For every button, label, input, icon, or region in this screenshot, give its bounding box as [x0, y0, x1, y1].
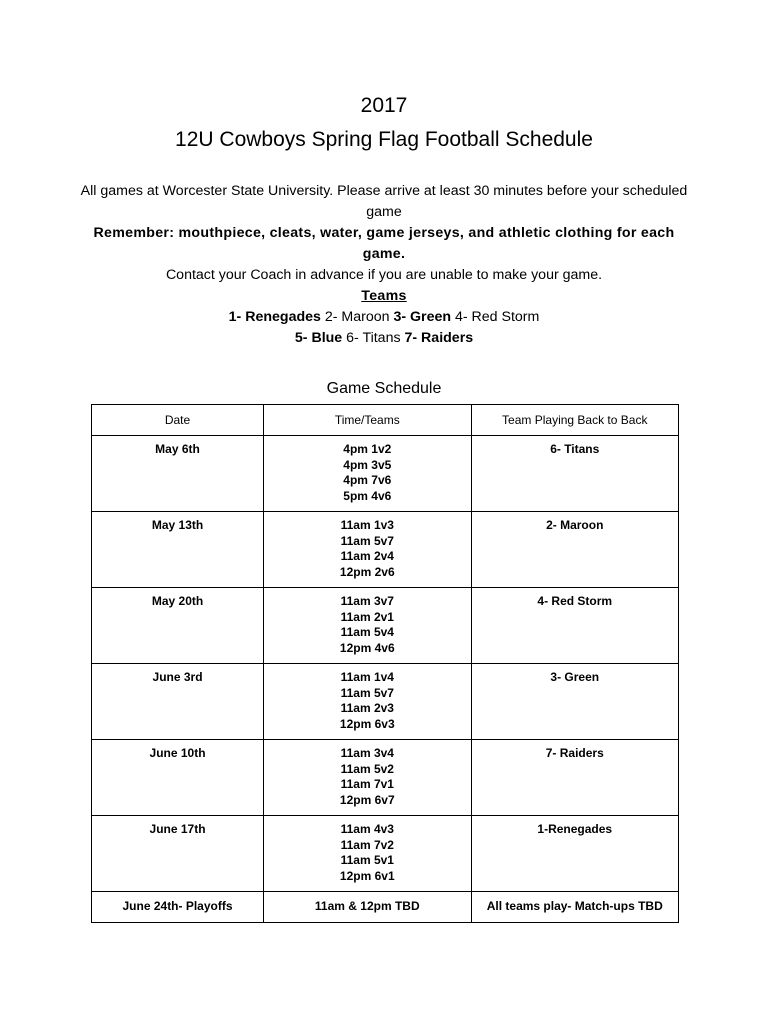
game-slot: 11am 7v2	[340, 837, 394, 852]
header-date: Date	[92, 405, 264, 436]
row-back-to-back: 7- Raiders	[471, 740, 678, 816]
row-back-to-back: All teams play- Match-ups TBD	[471, 892, 678, 923]
row-games	[264, 588, 471, 664]
game-slot: 11am 2v4	[340, 549, 394, 563]
remember-note: Remember: mouthpiece, cleats, water, game jerseys, and athletic clothing for each game.	[93, 225, 675, 262]
team-7: 7- Raiders	[404, 330, 474, 346]
schedule-title: Game Schedule	[326, 380, 442, 397]
team-1: 1- Renegades	[228, 309, 321, 325]
row-date: June 3rd	[92, 664, 264, 740]
row-back-to-back: 3- Green	[471, 664, 678, 740]
game-slot: 12pm 6v7	[339, 792, 395, 807]
game-slot: 11am 7v1	[340, 777, 394, 791]
row-date: June 17th	[92, 816, 264, 892]
game-slot: 11am 5v1	[340, 853, 394, 867]
row-games	[264, 664, 471, 740]
row-back-to-back: 2- Maroon	[471, 512, 678, 588]
game-slot: 11am 1v4	[340, 670, 394, 684]
game-slot: 11am 5v7	[340, 685, 394, 700]
row-games	[264, 816, 471, 892]
table-row	[92, 436, 679, 512]
row-games	[264, 512, 471, 588]
team-6: 6- Titans	[342, 330, 405, 346]
team-3: 3- Green	[393, 309, 452, 325]
document-title: 12U Cowboys Spring Flag Football Schedule	[175, 128, 593, 151]
game-slot: 12pm 2v6	[339, 564, 395, 579]
table-row	[92, 664, 679, 740]
table-row	[92, 588, 679, 664]
row-back-to-back: 6- Titans	[471, 436, 678, 512]
row-games	[264, 436, 471, 512]
game-slot: 11am 2v3	[340, 701, 394, 715]
row-date: May 13th	[92, 512, 264, 588]
game-slot: 11am 1v3	[340, 518, 394, 532]
game-slot: 12pm 6v3	[339, 716, 395, 731]
row-games	[264, 740, 471, 816]
row-date: May 6th	[92, 436, 264, 512]
team-2: 2- Maroon	[320, 309, 394, 325]
table-row	[92, 816, 679, 892]
game-slot: 4pm 1v2	[343, 442, 392, 456]
row-date: May 20th	[92, 588, 264, 664]
header-time-teams: Time/Teams	[264, 405, 471, 436]
game-slot: 4pm 3v5	[343, 457, 392, 472]
game-schedule-table	[91, 404, 679, 923]
table-row	[92, 740, 679, 816]
row-games: 11am & 12pm TBD	[264, 892, 471, 923]
game-slot: 11am 4v3	[340, 822, 394, 836]
game-slot: 12pm 6v1	[339, 868, 395, 883]
game-slot: 11am 3v4	[340, 746, 394, 760]
table-row	[92, 512, 679, 588]
teams-line-2	[80, 328, 688, 349]
intro-section	[80, 181, 688, 349]
game-slot: 11am 5v7	[340, 533, 394, 548]
document-year: 2017	[360, 94, 408, 117]
teams-heading: Teams	[361, 288, 407, 304]
teams-line-1	[80, 307, 688, 328]
game-slot: 12pm 4v6	[339, 640, 395, 655]
game-slot: 11am 3v7	[340, 594, 394, 608]
team-4: 4- Red Storm	[451, 309, 540, 325]
game-slot: 11am 5v4	[340, 625, 394, 639]
row-back-to-back: 4- Red Storm	[471, 588, 678, 664]
game-slot: 4pm 7v6	[343, 473, 392, 487]
table-row-playoffs	[92, 892, 679, 923]
game-slot: 11am 2v1	[340, 609, 394, 624]
header-back-to-back: Team Playing Back to Back	[471, 405, 678, 436]
row-date: June 10th	[92, 740, 264, 816]
game-slot: 11am 5v2	[340, 761, 394, 776]
table-header-row	[92, 405, 679, 436]
row-date: June 24th- Playoffs	[92, 892, 264, 923]
contact-note: Contact your Coach in advance if you are unable to make your game.	[165, 267, 603, 283]
team-5: 5- Blue	[294, 330, 343, 346]
location-note: All games at Worcester State University. Please arrive at least 30 minutes before your scheduled game	[80, 183, 688, 220]
game-slot: 5pm 4v6	[343, 488, 392, 503]
row-back-to-back: 1-Renegades	[471, 816, 678, 892]
